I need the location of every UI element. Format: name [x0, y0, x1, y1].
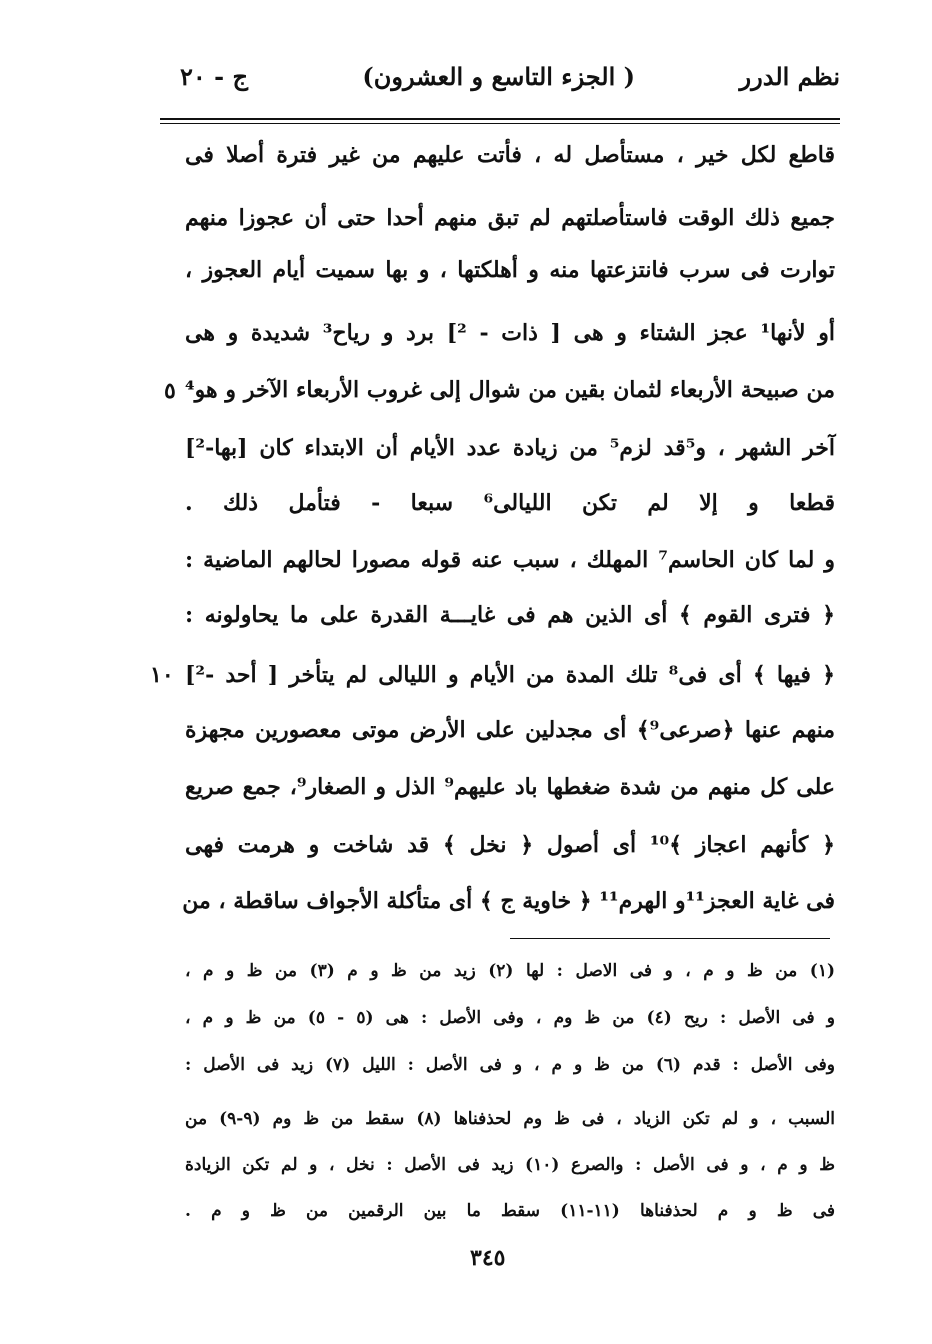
body-line: توارت فى سرب فانتزعتها منه و أهلكتها ، و بها سميت أيام العجوز ، [185, 257, 835, 283]
line-number-5: ٥ [164, 378, 176, 404]
line-number-10: ١٠ [150, 662, 174, 688]
body-line: من صبيحة الأربعاء لثمان بقين من شوال إلى غروب الأربعاء الآخر و هو⁴ [185, 377, 835, 403]
body-line: ﴿ فيها ﴾ أى فى⁸ تلك المدة من الأيام و الليالى لم يتأخر [ أحد -²] [185, 662, 835, 688]
footnote-line: (١) من ظ و م ، و فى الاصل : لها (٢) زيد من ظ و م (٣) من ظ و م ، [185, 961, 835, 981]
footnote-line: فى ظ و م لحذفناها (١١-١١) سقط ما بين الرقمين من ظ و م . [185, 1201, 836, 1221]
book-title: نظم الدرر [739, 62, 840, 91]
page-number: ٣٤٥ [470, 1245, 506, 1271]
body-line: قاطع لكل خير ، مستأصل له ، فأتت عليهم من غير فترة أصلا فى [185, 142, 835, 168]
body-line: منهم عنها ﴿صرعى⁹﴾ أى مجدلين على الأرض موتى معصورين مجهزة [185, 717, 836, 743]
part-title: ( الجزء التاسع و العشرون) [362, 62, 635, 91]
footnote-line: وفى الأصل : قدم (٦) من ظ و م ، و فى الأصل : الليل (٧) زيد فى الأصل : [185, 1055, 835, 1075]
body-line: و لما كان الحاسم⁷ المهلك ، سبب عنه قوله مصورا لحالهم الماضية : [185, 547, 835, 573]
body-line: ﴿ فترى القوم ﴾ أى الذين هم فى غايـــة القدرة على ما يحاولونه : [185, 602, 835, 628]
footnote-line: ظ و م ، و فى الأصل : والصرع (١٠) زيد فى الأصل : نخل ، و لم تكن الزيادة [185, 1155, 835, 1175]
chapter-label: ج - ٢٠ [180, 62, 248, 91]
body-line: قطعا و إلا لم تكن الليالى⁶ سبعا - فتأمل ذلك . [185, 490, 835, 516]
body-line: جميع ذلك الوقت فاستأصلتهم لم تبق منهم أحدا حتى أن عجوزا منهم [185, 205, 835, 231]
body-line: آخر الشهر ، و⁵قد لزم⁵ من زيادة عدد الأيام أن الابتداء كان [بها-²] [185, 435, 835, 461]
body-line: فى غاية العجز¹¹و الهرم¹¹ ﴿ خاوية ج ﴾ أى متأكلة الأجواف ساقطة ، من [182, 888, 835, 914]
footnote-line: السبب ، و لم تكن الزياد ، فى ظ وم لحذفناها (٨) سقط من ظ وم (٩-٩) من [185, 1109, 836, 1129]
header-rule-thin [160, 123, 840, 124]
running-header [160, 62, 840, 102]
footnote-rule [510, 938, 830, 939]
body-line: ﴿ كأنهم اعجاز ﴾¹⁰ أى أصول ﴿ نخل ﴾ قد شاخت و هرمت فهى [185, 832, 836, 858]
header-rule [160, 118, 840, 120]
body-line: على كل منهم من شدة ضغطها باد عليهم⁹ الذل و الصغار⁹، جمع صريع [185, 774, 835, 800]
footnote-line: و فى الأصل : ريح (٤) من ظ وم ، وفى الأصل : هى (٥ - ٥) من ظ و م ، [185, 1008, 835, 1028]
body-line: أو لأنها¹ عجز الشتاء و هى [ ذات - ²] برد و رياح³ شديدة و هى [185, 320, 835, 346]
